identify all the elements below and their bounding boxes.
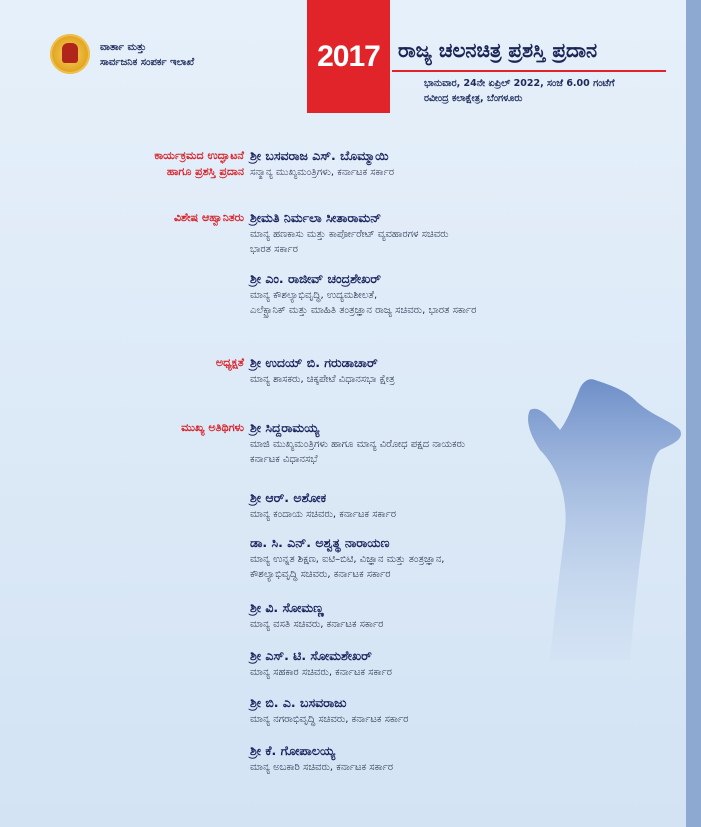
designation-line: ಸನ್ಮಾನ್ಯ ಮುಖ್ಯಮಂತ್ರಿಗಳು, ಕರ್ನಾಟಕ ಸರ್ಕಾರ [250,167,395,178]
designation-line: ಮಾನ್ಯ ನಗರಾಭಿವೃದ್ಧಿ ಸಚಿವರು, ಕರ್ನಾಟಕ ಸರ್ಕಾರ [250,714,409,725]
designation-line: ಮಾನ್ಯ ಸಹಕಾರ ಸಚಿವರು, ಕರ್ನಾಟಕ ಸರ್ಕಾರ [250,667,392,678]
designation-line: ಮಾನ್ಯ ಕೌಶಲ್ಯಾಭಿವೃದ್ಧಿ, ಉದ್ಯಮಶೀಲತೆ, [250,290,378,301]
designation-line: ಮಾನ್ಯ ಕಂದಾಯ ಸಚಿವರು, ಕರ್ನಾಟಕ ಸರ್ಕಾರ [250,509,397,520]
person-name: ಶ್ರೀ ಎಂ. ರಾಜೀವ್ ಚಂದ್ರಶೇಖರ್ [250,271,381,286]
hand-illustration [520,360,686,660]
person-name: ಶ್ರೀ ಆರ್. ಅಶೋಕ [250,490,327,505]
designation-line: ಮಾಜಿ ಮುಖ್ಯಮಂತ್ರಿಗಳು ಹಾಗೂ ಮಾನ್ಯ ವಿರೋಧ ಪಕ್ಷದ ನಾಯಕರು [250,439,466,450]
department-line: ಸಾರ್ವಜನಿಕ ಸಂಪರ್ಕ ಇಲಾಖೆ [100,57,195,68]
title-underline [392,70,666,72]
designation-line: ಕೌಶಲ್ಯಾಭಿವೃದ್ಧಿ ಸಚಿವರು, ಕರ್ನಾಟಕ ಸರ್ಕಾರ [250,568,391,580]
person-designation [250,373,395,388]
designation-line: ಮಾನ್ಯ ಉನ್ನತ ಶಿಕ್ಷಣ, ಐಟಿ–ಬಿಟಿ, ವಿಜ್ಞಾನ ಮತ್ತು ತಂತ್ರಜ್ಞಾನ, [250,554,445,565]
person-name: ಡಾ. ಸಿ. ಎನ್. ಅಶ್ವತ್ಥ ನಾರಾಯಣ [250,535,390,550]
section-label-presidency [216,355,244,371]
venue-line: ರವೀಂದ್ರ ಕಲಾಕ್ಷೇತ್ರ, ಬೆಂಗಳೂರು [424,93,523,104]
event-venue [424,76,615,106]
right-edge-strip [686,0,701,827]
section-label-line: ವಿಶೇಷ ಆಹ್ವಾನಿತರು [173,211,244,224]
person-designation [250,166,394,181]
designation-line: ಮಾನ್ಯ ಅಬಕಾರಿ ಸಚಿವರು, ಕರ್ನಾಟಕ ಸರ್ಕಾರ [250,762,394,773]
section-label-line: ಮುಖ್ಯ ಅತಿಥಿಗಳು [181,421,244,434]
person-name: ಶ್ರೀ ಸಿದ್ದರಾಮಯ್ಯ [250,420,320,435]
person-name: ಶ್ರೀ ಉದಯ್ ಬಿ. ಗರುಡಾಚಾರ್ [250,355,378,370]
section-label-inauguration [154,148,244,180]
event-title: ರಾಜ್ಯ ಚಲನಚಿತ್ರ ಪ್ರಶಸ್ತಿ ಪ್ರದಾನ [398,38,598,62]
designation-line: ಮಾನ್ಯ ಶಾಸಕರು, ಚಿಕ್ಕಪೇಟೆ ವಿಧಾನಸಭಾ ಕ್ಷೇತ್ರ [250,374,395,385]
year-label: 2017 [317,40,380,73]
person-designation [250,618,383,633]
department-name [100,40,194,70]
person-name: ಶ್ರೀ ಬಸವರಾಜ ಎಸ್. ಬೊಮ್ಮಾಯಿ [250,148,389,163]
person-name: ಶ್ರೀ ವಿ. ಸೋಮಣ್ಣ [250,600,324,615]
designation-line: ಮಾನ್ಯ ಹಣಕಾಸು ಮತ್ತು ಕಾರ್ಪೋರೇಟ್ ವ್ಯವಹಾರಗಳ ಸಚಿವರು [250,229,449,240]
section-label-line: ಕಾರ್ಯಕ್ರಮದ ಉದ್ಘಾಟನೆ [154,149,244,162]
person-name: ಶ್ರೀಮತಿ ನಿರ್ಮಲಾ ಸೀತಾರಾಮನ್ [250,210,382,225]
emblem-icon [62,43,78,63]
person-designation [250,666,392,681]
section-label-line: ಹಾಗೂ ಪ್ರಶಸ್ತಿ ಪ್ರದಾನ [166,165,244,178]
venue-line: ಭಾನುವಾರ, 24ನೇ ಏಪ್ರಿಲ್ 2022, ಸಂಜೆ 6.00 ಗಂಟೆಗೆ [424,78,615,89]
designation-line: ಮಾನ್ಯ ವಸತಿ ಸಚಿವರು, ಕರ್ನಾಟಕ ಸರ್ಕಾರ [250,619,384,630]
person-name: ಶ್ರೀ ಎಸ್. ಟಿ. ಸೋಮಶೇಖರ್ [250,648,372,663]
person-designation [250,289,476,318]
person-designation [250,553,444,582]
person-designation [250,713,408,728]
designation-line: ಕರ್ನಾಟಕ ವಿಧಾನಸಭೆ [250,453,318,465]
section-label-line: ಅಧ್ಯಕ್ಷತೆ [215,356,244,369]
person-name: ಶ್ರೀ ಬಿ. ಎ. ಬಸವರಾಜು [250,695,347,710]
section-label-chief-guests [181,420,244,436]
designation-line: ಎಲೆಕ್ಟ್ರಾನಿಕ್ ಮತ್ತು ಮಾಹಿತಿ ತಂತ್ರಜ್ಞಾನ ರಾಜ್ಯ ಸಚಿವರು, ಭಾರತ ಸರ್ಕಾರ [250,304,477,316]
department-line: ವಾರ್ತಾ ಮತ್ತು [100,42,147,53]
person-designation [250,761,393,776]
person-designation [250,508,396,523]
person-name: ಶ್ರೀ ಕೆ. ಗೋಪಾಲಯ್ಯ [250,743,336,758]
person-designation [250,228,449,257]
section-label-special-invitees [174,210,244,226]
person-designation [250,438,465,467]
karnataka-emblem-logo [50,34,90,74]
designation-line: ಭಾರತ ಸರ್ಕಾರ [250,243,298,255]
